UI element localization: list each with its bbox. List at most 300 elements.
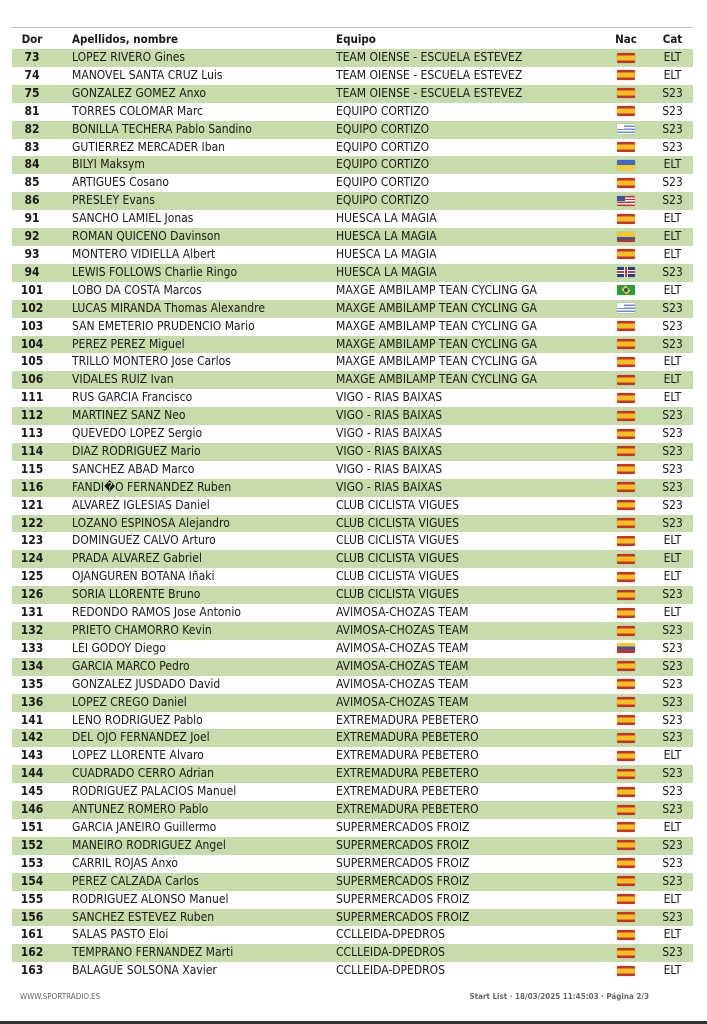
rider-name: RODRIGUEZ PALACIOS Manuel xyxy=(72,784,237,799)
bib-number: 92 xyxy=(12,228,60,246)
rider-name: ANTUNEZ ROMERO Pablo xyxy=(60,801,336,819)
table-row xyxy=(12,604,693,622)
bib-number: 132 xyxy=(12,622,60,640)
bib-number: 74 xyxy=(24,67,40,82)
rider-name: DEL OJO FERNANDEZ Joel xyxy=(60,729,336,747)
team-name: MAXGE AMBILAMP TEAN CYCLING GA xyxy=(336,336,600,354)
flag-es-icon xyxy=(617,787,635,797)
bib-number: 122 xyxy=(12,515,60,533)
rider-name: ARTIGUES Cosano xyxy=(72,175,169,190)
flag-es-icon xyxy=(617,840,635,850)
bib-number: 131 xyxy=(20,605,44,620)
category: S23 xyxy=(662,676,683,691)
team-name: AVIMOSA-CHOZAS TEAM xyxy=(336,640,469,655)
table-row xyxy=(12,962,693,980)
table-row xyxy=(12,139,693,157)
category: S23 xyxy=(652,586,693,604)
flag-es-icon xyxy=(617,858,635,868)
team-name: EXTREMADURA PEBETERO xyxy=(336,748,479,763)
rider-name: SORIA LLORENTE Bruno xyxy=(60,586,336,604)
rider-name: BONILLA TECHERA Pablo Sandino xyxy=(60,121,336,139)
table-row xyxy=(12,353,693,371)
flag-es-icon xyxy=(617,464,635,474)
flag-ua-icon xyxy=(617,160,635,170)
category: S23 xyxy=(652,801,693,819)
flag-uy-icon xyxy=(617,303,635,313)
nationality xyxy=(600,944,652,962)
bib-number: 114 xyxy=(12,443,60,461)
nationality xyxy=(600,210,652,228)
category: S23 xyxy=(662,103,683,118)
flag-es-icon xyxy=(617,393,635,403)
team-name: TEAM OIENSE - ESCUELA ESTEVEZ xyxy=(336,49,600,67)
table-row xyxy=(12,532,693,550)
nationality xyxy=(600,318,652,336)
bib-number: 113 xyxy=(20,426,44,441)
category: S23 xyxy=(662,855,683,870)
team-name: MAXGE AMBILAMP TEAN CYCLING GA xyxy=(336,371,600,389)
category: ELT xyxy=(652,550,693,568)
category: S23 xyxy=(652,85,693,103)
bib-number: 136 xyxy=(12,694,60,712)
nationality xyxy=(600,729,652,747)
rider-name: FANDI�O FERNANDEZ Ruben xyxy=(60,479,336,497)
table-row xyxy=(12,676,693,694)
flag-es-icon xyxy=(617,966,635,976)
rider-name: LOPEZ LLORENTE Alvaro xyxy=(72,748,204,763)
bib-number: 141 xyxy=(20,712,44,727)
bib-number: 152 xyxy=(12,837,60,855)
bib-number: 115 xyxy=(20,461,44,476)
rider-name: LENO RODRIGUEZ Pablo xyxy=(72,712,203,727)
rider-name: GARCIA MARCO Pedro xyxy=(60,658,336,676)
category: ELT xyxy=(663,390,682,405)
bib-number: 145 xyxy=(20,784,44,799)
nationality xyxy=(600,282,652,300)
bib-number: 151 xyxy=(20,819,44,834)
category: ELT xyxy=(663,605,682,620)
flag-es-icon xyxy=(617,446,635,456)
flag-uy-icon xyxy=(617,124,635,134)
team-name: CLUB CICLISTA VIGUES xyxy=(336,550,600,568)
table-row xyxy=(12,85,693,103)
category: S23 xyxy=(652,694,693,712)
bib-number: 126 xyxy=(12,586,60,604)
table-row xyxy=(12,801,693,819)
category: S23 xyxy=(652,765,693,783)
bib-number: 153 xyxy=(20,855,44,870)
rider-name: LEWIS FOLLOWS Charlie Ringo xyxy=(60,264,336,282)
team-name: VIGO - RIAS BAIXAS xyxy=(336,390,443,405)
team-name: AVIMOSA-CHOZAS TEAM xyxy=(336,622,600,640)
flag-es-icon xyxy=(617,751,635,761)
nationality xyxy=(600,49,652,67)
team-name: AVIMOSA-CHOZAS TEAM xyxy=(336,658,600,676)
nationality xyxy=(600,550,652,568)
flag-es-icon xyxy=(617,536,635,546)
bib-number: 163 xyxy=(20,963,44,978)
team-name: CLUB CICLISTA VIGUES xyxy=(336,533,459,548)
table-row xyxy=(12,729,693,747)
category: ELT xyxy=(663,569,682,584)
team-name: AVIMOSA-CHOZAS TEAM xyxy=(336,676,469,691)
table-row xyxy=(12,228,693,246)
category: S23 xyxy=(652,909,693,927)
nationality xyxy=(600,747,652,765)
team-name: EQUIPO CORTIZO xyxy=(336,103,430,118)
start-list-table xyxy=(12,31,693,980)
flag-es-icon xyxy=(617,912,635,922)
team-name: AVIMOSA-CHOZAS TEAM xyxy=(336,694,600,712)
team-name: EXTREMADURA PEBETERO xyxy=(336,712,479,727)
rider-name: SAN EMETERIO PRUDENCIO Mario xyxy=(72,318,255,333)
rider-name: CUADRADO CERRO Adrian xyxy=(60,765,336,783)
header-name: Apellidos, nombre xyxy=(72,32,179,47)
table-row xyxy=(12,389,693,407)
flag-es-icon xyxy=(617,357,635,367)
flag-es-icon xyxy=(617,375,635,385)
nationality xyxy=(600,765,652,783)
nationality xyxy=(600,300,652,318)
footer-website: WWW.SPORTRADIO.ES xyxy=(20,992,101,1001)
table-row xyxy=(12,944,693,962)
rider-name: GUTIERREZ MERCADER Iban xyxy=(72,139,226,154)
rider-name: PRESLEY Evans xyxy=(60,192,336,210)
category: S23 xyxy=(662,784,683,799)
table-row xyxy=(12,622,693,640)
bib-number: 154 xyxy=(12,873,60,891)
team-name: EXTREMADURA PEBETERO xyxy=(336,784,479,799)
nationality xyxy=(600,676,652,694)
table-row xyxy=(12,926,693,944)
flag-es-icon xyxy=(617,518,635,528)
table-row xyxy=(12,550,693,568)
bib-number: 94 xyxy=(12,264,60,282)
rider-name: DIAZ RODRIGUEZ Mario xyxy=(60,443,336,461)
bib-number: 135 xyxy=(20,676,44,691)
rider-name: SANCHO LAMIEL Jonas xyxy=(72,211,194,226)
team-name: SUPERMERCADOS FROIZ xyxy=(336,909,600,927)
flag-es-icon xyxy=(617,608,635,618)
bib-number: 116 xyxy=(12,479,60,497)
nationality xyxy=(600,586,652,604)
bib-number: 123 xyxy=(20,533,44,548)
team-name: HUESCA LA MAGIA xyxy=(336,264,600,282)
rider-name: LOZANO ESPINOSA Alejandro xyxy=(60,515,336,533)
nationality xyxy=(600,909,652,927)
nationality xyxy=(600,425,652,443)
team-name: SUPERMERCADOS FROIZ xyxy=(336,873,600,891)
bib-number: 162 xyxy=(12,944,60,962)
rider-name: GARCIA JANEIRO Guillermo xyxy=(72,819,217,834)
category: S23 xyxy=(652,515,693,533)
bib-number: 125 xyxy=(20,569,44,584)
rider-name: OJANGUREN BOTANA Iñaki xyxy=(72,569,215,584)
category: ELT xyxy=(663,211,682,226)
table-row xyxy=(12,640,693,658)
bib-number: 156 xyxy=(12,909,60,927)
category: S23 xyxy=(652,622,693,640)
nationality xyxy=(600,228,652,246)
flag-es-icon xyxy=(617,178,635,188)
flag-es-icon xyxy=(617,70,635,80)
bib-number: 112 xyxy=(12,407,60,425)
team-name: VIGO - RIAS BAIXAS xyxy=(336,479,600,497)
category: S23 xyxy=(652,407,693,425)
nationality xyxy=(600,926,652,944)
table-row xyxy=(12,855,693,873)
bib-number: 83 xyxy=(24,139,40,154)
team-name: EQUIPO CORTIZO xyxy=(336,192,600,210)
table-row xyxy=(12,712,693,730)
rider-name: LEI GODOY Diego xyxy=(72,640,166,655)
nationality xyxy=(600,694,652,712)
flag-us-icon xyxy=(617,196,635,206)
bib-number: 146 xyxy=(12,801,60,819)
category: S23 xyxy=(652,479,693,497)
nationality xyxy=(600,174,652,192)
rider-name: GONZALEZ GOMEZ Anxo xyxy=(60,85,336,103)
category: S23 xyxy=(662,461,683,476)
table-row xyxy=(12,765,693,783)
rider-name: ROMAN QUICENO Davinson xyxy=(60,228,336,246)
flag-es-icon xyxy=(617,590,635,600)
flag-es-icon xyxy=(617,876,635,886)
flag-es-icon xyxy=(617,697,635,707)
team-name: CCLLEIDA-DPEDROS xyxy=(336,944,600,962)
nationality xyxy=(600,139,652,157)
table-header xyxy=(12,31,693,49)
nationality xyxy=(600,353,652,371)
table-row xyxy=(12,694,693,712)
category: ELT xyxy=(652,228,693,246)
rider-name: LOPEZ CREGO Daniel xyxy=(60,694,336,712)
bib-number: 93 xyxy=(24,246,40,261)
table-row xyxy=(12,586,693,604)
flag-es-icon xyxy=(617,106,635,116)
table-row xyxy=(12,174,693,192)
table-row xyxy=(12,819,693,837)
table-row xyxy=(12,300,693,318)
flag-es-icon xyxy=(617,500,635,510)
table-row xyxy=(12,264,693,282)
bib-number: 91 xyxy=(24,211,40,226)
bib-number: 104 xyxy=(12,336,60,354)
flag-es-icon xyxy=(617,321,635,331)
nationality xyxy=(600,855,652,873)
category: S23 xyxy=(652,729,693,747)
flag-gb-icon xyxy=(617,267,635,277)
nationality xyxy=(600,658,652,676)
category: S23 xyxy=(652,944,693,962)
flag-es-icon xyxy=(617,429,635,439)
flag-co-icon xyxy=(617,232,635,242)
flag-es-icon xyxy=(617,249,635,259)
rider-name: TORRES COLOMAR Marc xyxy=(72,103,203,118)
team-name: EQUIPO CORTIZO xyxy=(336,175,430,190)
bib-number: 144 xyxy=(12,765,60,783)
rider-name: REDONDO RAMOS Jose Antonio xyxy=(72,605,241,620)
flag-es-icon xyxy=(617,948,635,958)
table-row xyxy=(12,246,693,264)
category: S23 xyxy=(652,121,693,139)
category: S23 xyxy=(652,873,693,891)
flag-es-icon xyxy=(617,572,635,582)
category: ELT xyxy=(663,891,682,906)
team-name: VIGO - RIAS BAIXAS xyxy=(336,461,443,476)
bib-number: 103 xyxy=(20,318,44,333)
nationality xyxy=(600,497,652,515)
rider-name: SANCHEZ ESTEVEZ Ruben xyxy=(60,909,336,927)
category: ELT xyxy=(663,282,682,297)
table-row xyxy=(12,891,693,909)
category: S23 xyxy=(652,336,693,354)
bib-number: 133 xyxy=(20,640,44,655)
team-name: VIGO - RIAS BAIXAS xyxy=(336,443,600,461)
rider-name: MANOVEL SANTA CRUZ Luis xyxy=(72,67,223,82)
footer-page-info: Start List · 18/03/2025 11:45:03 · Página 2/3 xyxy=(469,992,649,1001)
table-row xyxy=(12,49,693,67)
nationality xyxy=(600,801,652,819)
nationality xyxy=(600,604,652,622)
team-name: HUESCA LA MAGIA xyxy=(336,211,437,226)
table-row xyxy=(12,156,693,174)
team-name: EQUIPO CORTIZO xyxy=(336,121,600,139)
nationality xyxy=(600,264,652,282)
table-row xyxy=(12,192,693,210)
rider-name: CARRIL ROJAS Anxo xyxy=(72,855,179,870)
rider-name: TRILLO MONTERO Jose Carlos xyxy=(72,354,231,369)
team-name: EQUIPO CORTIZO xyxy=(336,156,600,174)
rider-name: LUCAS MIRANDA Thomas Alexandre xyxy=(60,300,336,318)
bib-number: 161 xyxy=(20,927,44,942)
bib-number: 82 xyxy=(12,121,60,139)
table-row xyxy=(12,747,693,765)
nationality xyxy=(600,622,652,640)
nationality xyxy=(600,407,652,425)
flag-es-icon xyxy=(617,142,635,152)
nationality xyxy=(600,783,652,801)
category: S23 xyxy=(662,175,683,190)
rider-name: DOMINGUEZ CALVO Arturo xyxy=(72,533,216,548)
team-name: SUPERMERCADOS FROIZ xyxy=(336,819,470,834)
nationality xyxy=(600,515,652,533)
team-name: EQUIPO CORTIZO xyxy=(336,139,430,154)
bib-number: 84 xyxy=(12,156,60,174)
nationality xyxy=(600,712,652,730)
table-row xyxy=(12,909,693,927)
category: S23 xyxy=(652,300,693,318)
table-row xyxy=(12,515,693,533)
team-name: TEAM OIENSE - ESCUELA ESTEVEZ xyxy=(336,67,523,82)
team-name: CLUB CICLISTA VIGUES xyxy=(336,569,459,584)
rider-name: TEMPRANO FERNANDEZ Marti xyxy=(60,944,336,962)
header-nac: Nac xyxy=(615,32,637,47)
nationality xyxy=(600,246,652,264)
category: S23 xyxy=(652,837,693,855)
rider-name: MANEIRO RODRIGUEZ Angel xyxy=(60,837,336,855)
bib-number: 143 xyxy=(20,748,44,763)
team-name: MAXGE AMBILAMP TEAN CYCLING GA xyxy=(336,300,600,318)
bib-number: 121 xyxy=(20,497,44,512)
rider-name: PEREZ CALZADA Carlos xyxy=(60,873,336,891)
bib-number: 73 xyxy=(12,49,60,67)
header-cat: Cat xyxy=(662,32,683,47)
category: ELT xyxy=(663,748,682,763)
category: S23 xyxy=(652,443,693,461)
team-name: CLUB CICLISTA VIGUES xyxy=(336,586,600,604)
flag-es-icon xyxy=(617,733,635,743)
flag-es-icon xyxy=(617,339,635,349)
category: S23 xyxy=(652,192,693,210)
rider-name: MONTERO VIDIELLA Albert xyxy=(72,246,216,261)
rider-name: SANCHEZ ABAD Marco xyxy=(72,461,195,476)
nationality xyxy=(600,67,652,85)
flag-ve-icon xyxy=(617,643,635,653)
category: ELT xyxy=(663,533,682,548)
nationality xyxy=(600,336,652,354)
nationality xyxy=(600,103,652,121)
rider-name: SALAS PASTO Eloi xyxy=(72,927,169,942)
table-row xyxy=(12,461,693,479)
team-name: MAXGE AMBILAMP TEAN CYCLING GA xyxy=(336,282,537,297)
table-row xyxy=(12,121,693,139)
bib-number: 102 xyxy=(12,300,60,318)
category: ELT xyxy=(663,354,682,369)
flag-es-icon xyxy=(617,769,635,779)
nationality xyxy=(600,640,652,658)
table-row xyxy=(12,103,693,121)
category: S23 xyxy=(652,658,693,676)
table-body xyxy=(12,49,693,980)
bib-number: 86 xyxy=(12,192,60,210)
header-dor: Dor xyxy=(21,32,43,47)
team-name: HUESCA LA MAGIA xyxy=(336,246,437,261)
nationality xyxy=(600,389,652,407)
team-name: MAXGE AMBILAMP TEAN CYCLING GA xyxy=(336,318,537,333)
category: S23 xyxy=(662,640,683,655)
bib-number: 155 xyxy=(20,891,44,906)
category: S23 xyxy=(662,139,683,154)
category: ELT xyxy=(663,963,682,978)
header-team: Equipo xyxy=(336,32,376,47)
flag-es-icon xyxy=(617,482,635,492)
flag-es-icon xyxy=(617,53,635,63)
flag-es-icon xyxy=(617,214,635,224)
table-row xyxy=(12,497,693,515)
flag-es-icon xyxy=(617,805,635,815)
team-name: EXTREMADURA PEBETERO xyxy=(336,801,600,819)
team-name: TEAM OIENSE - ESCUELA ESTEVEZ xyxy=(336,85,600,103)
flag-es-icon xyxy=(617,88,635,98)
rider-name: QUEVEDO LOPEZ Sergio xyxy=(72,426,203,441)
flag-es-icon xyxy=(617,661,635,671)
bib-number: 105 xyxy=(20,354,44,369)
team-name: CCLLEIDA-DPEDROS xyxy=(336,963,446,978)
category: ELT xyxy=(652,371,693,389)
table-row xyxy=(12,658,693,676)
category: S23 xyxy=(662,497,683,512)
rider-name: MARTINEZ SANZ Neo xyxy=(60,407,336,425)
bib-number: 134 xyxy=(12,658,60,676)
flag-es-icon xyxy=(617,626,635,636)
nationality xyxy=(600,891,652,909)
rider-name: LOPEZ RIVERO Gines xyxy=(60,49,336,67)
category: ELT xyxy=(663,819,682,834)
flag-es-icon xyxy=(617,715,635,725)
table-row xyxy=(12,318,693,336)
rider-name: RODRIGUEZ ALONSO Manuel xyxy=(72,891,229,906)
